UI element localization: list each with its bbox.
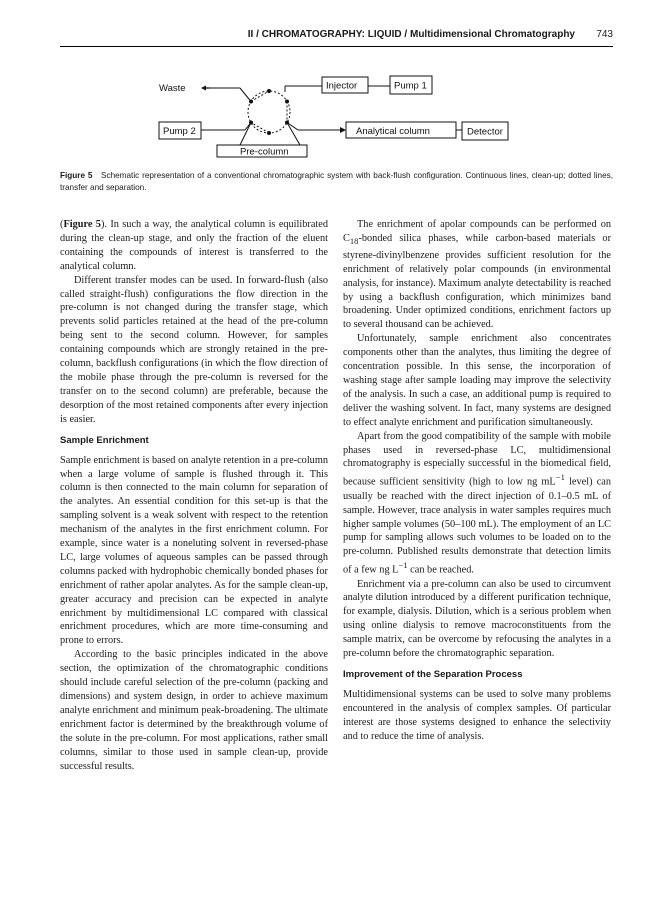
injector-label: Injector <box>326 80 358 92</box>
analytical-column-label: Analytical column <box>356 126 430 137</box>
pre-column-label: Pre-column <box>240 146 289 158</box>
caption-label: Figure 5 <box>60 171 93 180</box>
pump2-label: Pump 2 <box>163 126 196 137</box>
right-paragraph-2: Unfortunately, sample enrichment also concentrates components other than the analytes, thus limiting the degree of concentration possible. In this sense, the incorporation of washing stage after sample loading may improve the selectivity of the analysis. In such a case, an additional pump is required to deliver the washing solvent. In fact, many systems are designed to effect analyte enrichment and purification simultaneously. <box>343 333 611 428</box>
running-title: II / CHROMATOGRAPHY: LIQUID / Multidimensional Chromatography <box>247 29 575 40</box>
left-column <box>60 218 328 773</box>
heading-improvement-separation: Improvement of the Separation Process <box>343 668 523 680</box>
caption-text: Schematic representation of a conventional chromatographic system with back-flush configuration. Continuous lines, clean-up; dotted lines, transfer and separation. <box>60 171 613 192</box>
left-paragraph-3: Sample enrichment is based on analyte retention in a pre-column when a large volume of sample is flushed through it. This column is then connected to the main column for separation of the analytes. An essential condition for this set-up is that the sampling solvent is a weak solvent with respect to the retention mechanism of the analytes in the first enrichment column. For example, since water is a noneluting solvent in reversed-phase LC, large volumes of aqueous samples can be passed through columns packed with hydrophobic chemically bonded phases for enrichment of rather apolar analytes. As for the sample clean-up, greater accuracy and precision can be expected in analyte enrichment by multidimensional LC compared with classical enrichment procedures, which are more time-consuming and prone to errors. <box>60 454 328 647</box>
valve-precolumn-link-a <box>240 123 251 146</box>
page-number: 743 <box>596 29 613 40</box>
valve-precolumn-link-b <box>287 123 300 146</box>
flow-arrow-icon <box>340 127 346 133</box>
figure-reference: Figure 5 <box>63 219 101 230</box>
right-paragraph-4: Enrichment via a pre-column can also be used to circumvent analyte dilution introduced by a different purification technique, for example, dialysis. Dilution, which is a serious problem when using online dialysis to remove macroconstituents from the sample matrix, can be overcome by refocusing the analytes in a pre-column before the chromatographic separation. <box>343 578 611 660</box>
right-column <box>343 218 611 744</box>
right-paragraph-1: The enrichment of apolar compounds can be performed on $C_{18}$-bonded silica phases, while carbon-based materials or styrene-divinylbenzene provides sufficient resolution for the enrichment of relatively polar compounds (in environmental analysis, for instance). Maximum analyte detectability is reached by using a backflush configuration, which minimizes band broadening. Under optimized conditions, enrichment factors up to several thousand can be achieved. <box>343 219 611 331</box>
right-paragraph-5: Multidimensional systems can be used to solve many problems encountered in the analysis of complex samples. Of particular interest are those systems designed to enhance the selectivity and to reduce the time of analysis. <box>343 688 611 742</box>
figure-caption <box>60 170 613 194</box>
running-header <box>60 29 613 43</box>
valve-waste-link <box>240 88 251 102</box>
pump1-label: Pump 1 <box>394 80 427 92</box>
heading-sample-enrichment: Sample Enrichment <box>60 434 149 446</box>
detector-label: Detector <box>467 126 503 138</box>
chromatography-system-diagram <box>140 70 530 165</box>
left-paragraph-4: According to the basic principles indicated in the above section, the optimization of the chromatographic conditions should include careful selection of the pre-column (packing and dimensions) and system design, in order to achieve maximum analyte enrichment and minimum peak-broadening. The ultimate enrichment factor is determined by the breakthrough volume of the solute in the pre-column. For most applications, rather small columns, similar to those used in sample clean-up, provide successful results. <box>60 649 328 772</box>
header-rule <box>60 46 613 47</box>
left-paragraph-1: (Figure 5). In such a way, the analytical column is equilibrated during the clean-up stage, and only the fraction of the eluent containing the compounds of interest is transferred to the analytical column. <box>60 219 328 272</box>
figure-5-schematic <box>140 70 530 165</box>
right-paragraph-3: Apart from the good compatibility of the sample with mobile phases used in reversed-phase LC, multidimensional chromatography is especially successful in the biomedical field, because sufficient sensitivity (high to low ng $mL^{-1}$ level) can usually be reached with the direct injection of 0.1–0.5 mL of sample. However, trace analysis in water samples requires much higher sample volumes (50–100 mL). The employment of an LC pump for sampling allows such volumes to be loaded on to the pre-column. Published results demonstrate that detection limits of a few ng $L^{-1}$ can be reached. <box>343 430 611 576</box>
left-paragraph-2: Different transfer modes can be used. In forward-flush (also called straight-flush) configurations the flow direction in the pre-column is not changed during the transfer stage, which prevents solid particles retained at the head of the pre-column being sent to the second column. However, for samples containing compounds which are strongly retained in the pre-column, backflush configurations (in which the flow direction of the mobile phase through the pre-column is reversed for the transfer on to the second column) are preferable, because the desorption of the most retained components after every injection is easier. <box>60 274 328 425</box>
waste-label: Waste <box>159 83 186 94</box>
waste-arrow-icon <box>201 86 206 91</box>
six-port-valve <box>248 91 290 133</box>
